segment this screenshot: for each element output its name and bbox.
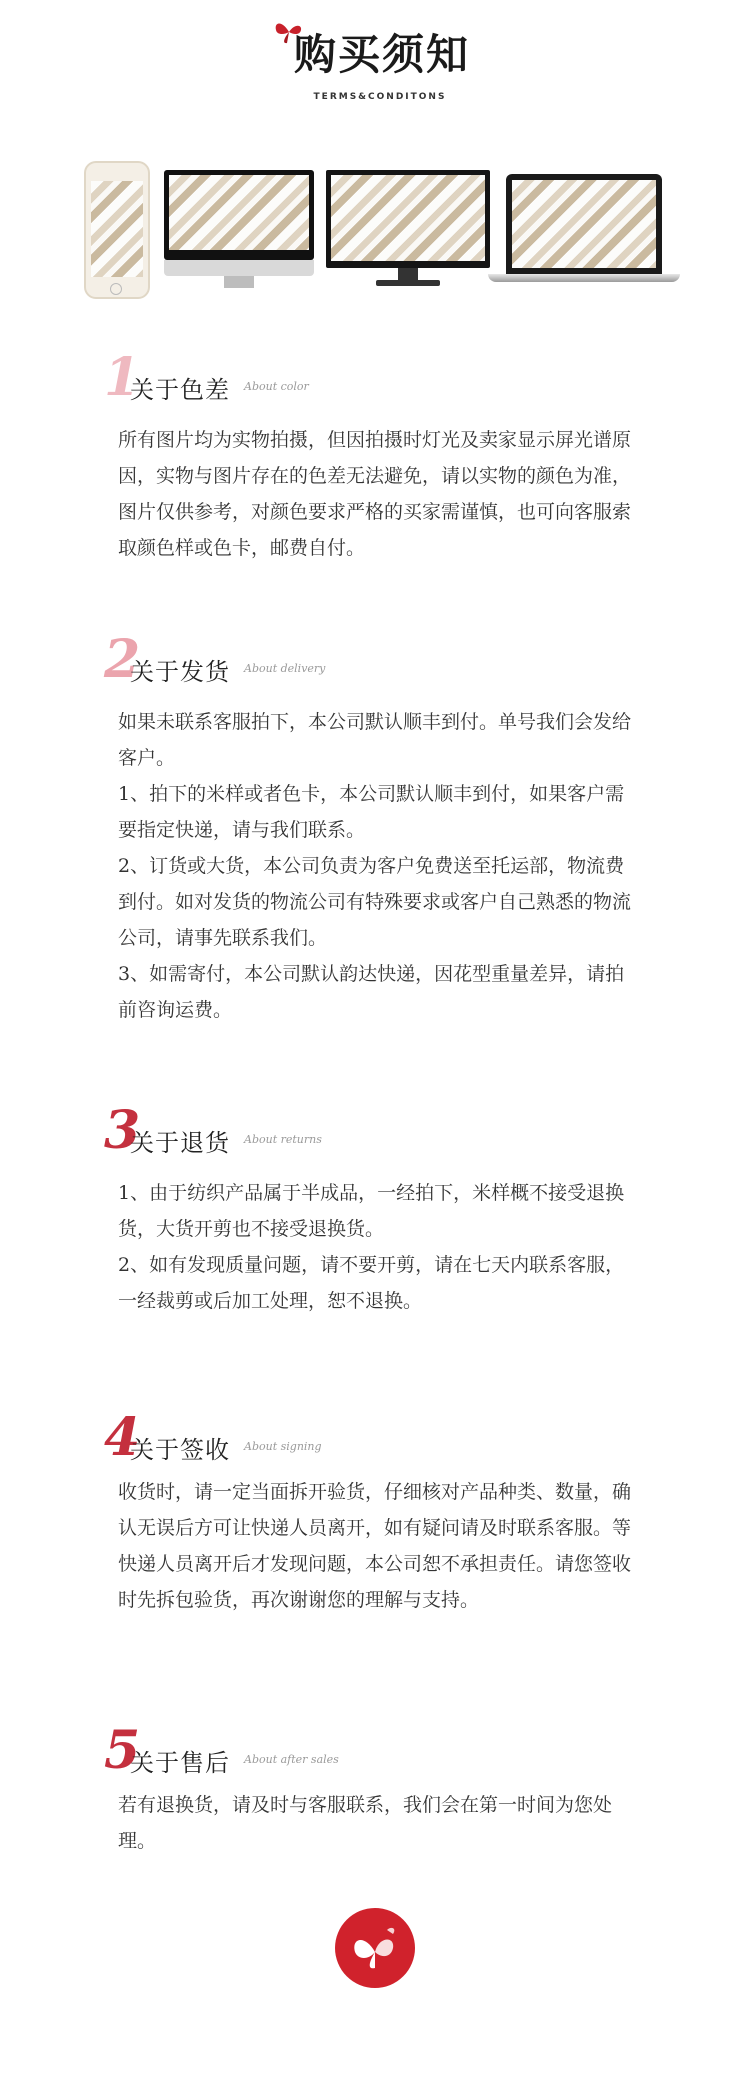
section-title: 关于签收: [130, 1436, 230, 1464]
phone-device: [84, 161, 150, 299]
laptop-screen: [512, 180, 656, 268]
paragraph: 1、由于纺织产品属于半成品，一经拍下，米样概不接受退换货，大货开剪也不接受退换货。: [118, 1182, 625, 1240]
section-number: 1: [104, 347, 141, 408]
section-body: [118, 1787, 638, 1859]
imac-device: [164, 170, 314, 288]
imac-screen: [169, 175, 309, 250]
phone-home-button: [110, 283, 122, 295]
paragraph: 如果未联系客服拍下，本公司默认顺丰到付。单号我们会发给客户。: [118, 711, 632, 769]
monitor-device: [326, 170, 490, 290]
section-title: 关于退货: [130, 1129, 230, 1157]
section-number: 3: [104, 1100, 141, 1161]
section-title-en: About color: [244, 380, 309, 393]
section-number: 5: [104, 1720, 141, 1781]
paragraph: 1、拍下的米样或者色卡，本公司默认顺丰到付，如果客户需要指定快递，请与我们联系。: [118, 783, 625, 841]
section-title-en: About after sales: [244, 1753, 339, 1766]
paragraph: 3、如需寄付，本公司默认韵达快递，因花型重量差异，请拍前咨询运费。: [118, 963, 625, 1021]
section-header: [104, 629, 504, 694]
section-returns: [0, 1100, 750, 1345]
section-color: [0, 347, 750, 592]
device-showcase: [0, 150, 750, 300]
section-body: [118, 422, 638, 566]
section-title: 关于发货: [130, 658, 230, 686]
paragraph: 2、如有发现质量问题，请不要开剪，请在七天内联系客服，一经裁剪或后加工处理，恕不退换。: [118, 1254, 625, 1312]
page-subtitle: TERMS&CONDITONS: [313, 92, 447, 102]
section-number: 4: [104, 1407, 141, 1468]
section-header: [104, 347, 504, 412]
paragraph: 收货时，请一定当面拆开验货，仔细核对产品种类、数量，确认无误后方可让快递人员离开，如有疑问请及时联系客服。等快递人员离开后才发现问题，本公司恕不承担责任。请您签收时先拆包验货，再次谢谢您的理解与支持。: [118, 1481, 632, 1611]
paragraph: 所有图片均为实物拍摄，但因拍摄时灯光及卖家显示屏光谱原因，实物与图片存在的色差无法避免，请以实物的颜色为准，图片仅供参考，对颜色要求严格的买家需谨慎，也可向客服索取颜色样或色卡，邮费自付。: [118, 429, 632, 559]
section-delivery: [0, 629, 750, 1034]
section-number: 2: [104, 629, 141, 690]
paragraph: 若有退换货，请及时与客服联系，我们会在第一时间为您处理。: [118, 1794, 613, 1852]
section-body: [118, 704, 638, 1028]
section-title: 关于色差: [130, 376, 230, 404]
section-body: [118, 1175, 638, 1319]
section-signing: [0, 1407, 750, 1652]
page-title: 购买须知: [294, 30, 471, 79]
footer-logo: [335, 1908, 415, 1988]
section-title: 关于售后: [130, 1749, 230, 1777]
section-header: [104, 1720, 504, 1785]
paragraph: 2、订货或大货，本公司负责为客户免费送至托运部，物流费到付。如对发货的物流公司有特殊要求或客户自己熟悉的物流公司，请事先联系我们。: [118, 855, 632, 949]
section-body: [118, 1474, 638, 1618]
monitor-screen: [331, 175, 485, 261]
section-after-sales: [0, 1720, 750, 1865]
section-title-en: About delivery: [244, 662, 326, 675]
section-header: [104, 1407, 504, 1472]
phone-screen: [91, 181, 143, 277]
page-header: [0, 0, 750, 110]
laptop-device: [488, 174, 680, 284]
butterfly-logo-icon: [335, 1908, 415, 1988]
section-title-en: About signing: [244, 1440, 322, 1453]
section-title-en: About returns: [244, 1133, 322, 1146]
section-header: [104, 1100, 504, 1165]
